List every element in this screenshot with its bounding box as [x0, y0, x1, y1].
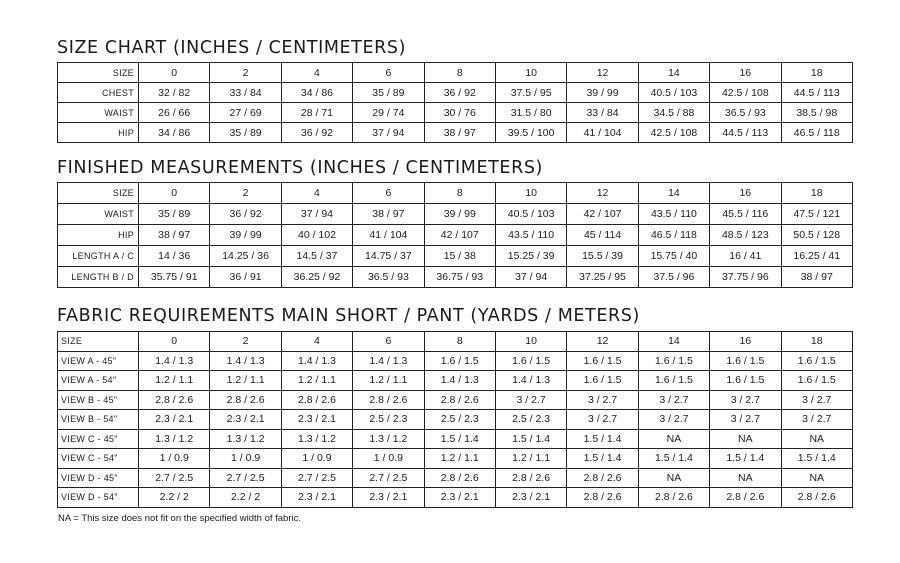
table-row	[58, 488, 853, 508]
table-cell: 40.5 / 103	[495, 204, 566, 225]
table-cell: 1.2 / 1.1	[281, 371, 352, 391]
table-row	[58, 410, 853, 430]
size-header-cell: 12	[567, 332, 638, 352]
size-header-cell: 8	[424, 183, 495, 204]
table-row	[58, 103, 853, 123]
table-cell: NA	[710, 468, 781, 488]
table-cell: 38 / 97	[139, 225, 210, 246]
size-header-cell: 6	[353, 332, 424, 352]
size-header-cell: 18	[781, 63, 852, 83]
table-cell: 2.7 / 2.5	[353, 468, 424, 488]
table-cell: 41 / 104	[353, 225, 424, 246]
size-header-cell: 0	[139, 63, 210, 83]
table-cell: 2.2 / 2	[210, 488, 281, 508]
size-header-cell: 16	[710, 332, 781, 352]
table-cell: 1.5 / 1.4	[495, 429, 566, 449]
size-header-row	[58, 63, 853, 83]
table-cell: 3 / 2.7	[638, 390, 709, 410]
table-cell: 2.8 / 2.6	[139, 390, 210, 410]
size-header-cell: 12	[567, 183, 638, 204]
table-cell: 29 / 74	[353, 103, 424, 123]
table-cell: 3 / 2.7	[710, 410, 781, 430]
size-header-cell: 4	[281, 183, 352, 204]
table-cell: 3 / 2.7	[495, 390, 566, 410]
size-chart-table	[57, 62, 853, 143]
table-cell: 1.2 / 1.1	[210, 371, 281, 391]
table-cell: 36.75 / 93	[424, 267, 495, 288]
table-cell: 2.3 / 2.1	[353, 488, 424, 508]
table-cell: 1.6 / 1.5	[781, 371, 852, 391]
table-cell: NA	[710, 429, 781, 449]
table-cell: 48.5 / 123	[710, 225, 781, 246]
size-header-cell: 18	[781, 183, 852, 204]
row-label: VIEW D - 45"	[58, 468, 139, 488]
table-cell: 1.6 / 1.5	[638, 371, 709, 391]
table-cell: 43.5 / 110	[638, 204, 709, 225]
table-row	[58, 83, 853, 103]
table-cell: 38 / 97	[781, 267, 852, 288]
table-row	[58, 225, 853, 246]
size-header-cell: 2	[210, 332, 281, 352]
table-cell: 2.3 / 2.1	[210, 410, 281, 430]
table-cell: 1.5 / 1.4	[638, 449, 709, 469]
table-cell: 2.8 / 2.6	[353, 390, 424, 410]
table-row	[58, 390, 853, 410]
table-cell: 42.5 / 108	[710, 83, 781, 103]
size-header-cell: 4	[281, 63, 352, 83]
table-cell: 1.5 / 1.4	[781, 449, 852, 469]
table-cell: 36 / 92	[424, 83, 495, 103]
row-label: VIEW B - 45"	[58, 390, 139, 410]
table-row	[58, 123, 853, 143]
table-cell: 15.25 / 39	[495, 246, 566, 267]
table-row	[58, 468, 853, 488]
table-cell: 36 / 91	[210, 267, 281, 288]
table-row	[58, 371, 853, 391]
row-label: SIZE	[58, 332, 139, 352]
size-header-cell: 8	[424, 63, 495, 83]
table-cell: 2.8 / 2.6	[781, 488, 852, 508]
table-cell: 35 / 89	[210, 123, 281, 143]
table-cell: 3 / 2.7	[638, 410, 709, 430]
row-label: SIZE	[58, 183, 139, 204]
table-cell: 1.2 / 1.1	[424, 449, 495, 469]
table-cell: NA	[638, 468, 709, 488]
row-label: CHEST	[58, 83, 139, 103]
table-cell: 36.25 / 92	[281, 267, 352, 288]
table-cell: 1.2 / 1.1	[139, 371, 210, 391]
row-label: LENGTH A / C	[58, 246, 139, 267]
table-cell: 1.3 / 1.2	[139, 429, 210, 449]
table-cell: 1.5 / 1.4	[424, 429, 495, 449]
table-cell: 2.3 / 2.1	[281, 410, 352, 430]
table-cell: 37.5 / 95	[495, 83, 566, 103]
table-cell: 2.5 / 2.3	[353, 410, 424, 430]
table-cell: 27 / 69	[210, 103, 281, 123]
footnote: NA = This size does not fit on the specified width of fabric.	[58, 513, 301, 524]
size-header-cell: 14	[638, 63, 709, 83]
table-cell: 34 / 86	[281, 83, 352, 103]
table-cell: 1.4 / 1.3	[495, 371, 566, 391]
table-cell: 3 / 2.7	[567, 390, 638, 410]
table-cell: 1.6 / 1.5	[495, 351, 566, 371]
finished-measurements-table	[57, 182, 853, 288]
table-cell: 15 / 38	[424, 246, 495, 267]
table-cell: 1 / 0.9	[139, 449, 210, 469]
size-header-cell: 10	[495, 183, 566, 204]
table-cell: 16 / 41	[710, 246, 781, 267]
table-cell: 42.5 / 108	[638, 123, 709, 143]
table-cell: 2.8 / 2.6	[567, 468, 638, 488]
table-cell: 1.4 / 1.3	[210, 351, 281, 371]
size-header-cell: 10	[495, 63, 566, 83]
table-cell: 35.75 / 91	[139, 267, 210, 288]
table-cell: 1.2 / 1.1	[495, 449, 566, 469]
table-cell: 2.8 / 2.6	[567, 488, 638, 508]
table-cell: 1.3 / 1.2	[353, 429, 424, 449]
table-cell: 1.4 / 1.3	[353, 351, 424, 371]
size-header-cell: 0	[139, 332, 210, 352]
table-cell: 26 / 66	[139, 103, 210, 123]
table-cell: 37.25 / 95	[567, 267, 638, 288]
row-label: HIP	[58, 225, 139, 246]
fabric-requirements-title: FABRIC REQUIREMENTS MAIN SHORT / PANT (YARDS / METERS)	[57, 306, 640, 326]
table-cell: 38.5 / 98	[781, 103, 852, 123]
table-cell: 1.2 / 1.1	[353, 371, 424, 391]
table-cell: 1.5 / 1.4	[710, 449, 781, 469]
table-cell: 47.5 / 121	[781, 204, 852, 225]
table-cell: 45 / 114	[567, 225, 638, 246]
table-row	[58, 204, 853, 225]
table-row	[58, 351, 853, 371]
table-row	[58, 267, 853, 288]
table-cell: 14.25 / 36	[210, 246, 281, 267]
table-cell: 2.3 / 2.1	[495, 488, 566, 508]
table-cell: 32 / 82	[139, 83, 210, 103]
table-cell: 42 / 107	[424, 225, 495, 246]
size-header-cell: 6	[353, 183, 424, 204]
row-label: VIEW C - 45"	[58, 429, 139, 449]
table-cell: 39 / 99	[210, 225, 281, 246]
row-label: VIEW C - 54"	[58, 449, 139, 469]
size-header-cell: 2	[210, 183, 281, 204]
table-cell: 44.5 / 113	[710, 123, 781, 143]
row-label: VIEW A - 54"	[58, 371, 139, 391]
table-cell: 3 / 2.7	[710, 390, 781, 410]
size-header-cell: 2	[210, 63, 281, 83]
table-cell: 1 / 0.9	[353, 449, 424, 469]
table-cell: 1.6 / 1.5	[781, 351, 852, 371]
table-cell: 1.4 / 1.3	[281, 351, 352, 371]
table-cell: 2.5 / 2.3	[495, 410, 566, 430]
size-header-row	[58, 183, 853, 204]
table-cell: 40 / 102	[281, 225, 352, 246]
row-label: VIEW D - 54"	[58, 488, 139, 508]
table-cell: 36 / 92	[210, 204, 281, 225]
table-cell: 2.3 / 2.1	[424, 488, 495, 508]
table-cell: 2.5 / 2.3	[424, 410, 495, 430]
table-cell: 1.3 / 1.2	[281, 429, 352, 449]
table-cell: 36 / 92	[281, 123, 352, 143]
table-cell: 2.8 / 2.6	[710, 488, 781, 508]
table-cell: 28 / 71	[281, 103, 352, 123]
table-cell: 16.25 / 41	[781, 246, 852, 267]
table-cell: 1.6 / 1.5	[567, 371, 638, 391]
table-cell: NA	[781, 468, 852, 488]
table-cell: 38 / 97	[353, 204, 424, 225]
table-row	[58, 449, 853, 469]
size-chart-title: SIZE CHART (INCHES / CENTIMETERS)	[57, 38, 407, 58]
table-cell: 2.7 / 2.5	[139, 468, 210, 488]
table-cell: 36.5 / 93	[710, 103, 781, 123]
table-cell: 1.4 / 1.3	[139, 351, 210, 371]
table-cell: 42 / 107	[567, 204, 638, 225]
table-cell: 2.3 / 2.1	[281, 488, 352, 508]
size-header-cell: 14	[638, 183, 709, 204]
table-cell: 2.8 / 2.6	[495, 468, 566, 488]
fabric-requirements-table	[57, 331, 853, 508]
table-cell: 14 / 36	[139, 246, 210, 267]
size-header-cell: 0	[139, 183, 210, 204]
table-cell: 35 / 89	[353, 83, 424, 103]
table-cell: 2.8 / 2.6	[424, 390, 495, 410]
row-label: VIEW A - 45"	[58, 351, 139, 371]
table-cell: NA	[638, 429, 709, 449]
table-cell: 1.6 / 1.5	[710, 351, 781, 371]
size-header-cell: 12	[567, 63, 638, 83]
row-label: SIZE	[58, 63, 139, 83]
table-cell: 41 / 104	[567, 123, 638, 143]
table-cell: 14.5 / 37	[281, 246, 352, 267]
size-header-cell: 16	[710, 183, 781, 204]
row-label: VIEW B - 54"	[58, 410, 139, 430]
table-cell: 46.5 / 118	[781, 123, 852, 143]
table-cell: 1.3 / 1.2	[210, 429, 281, 449]
row-label: WAIST	[58, 204, 139, 225]
table-cell: 3 / 2.7	[781, 410, 852, 430]
table-cell: 1.5 / 1.4	[567, 449, 638, 469]
table-cell: 39 / 99	[567, 83, 638, 103]
table-cell: 2.2 / 2	[139, 488, 210, 508]
row-label: LENGTH B / D	[58, 267, 139, 288]
table-cell: 3 / 2.7	[781, 390, 852, 410]
table-cell: 37 / 94	[495, 267, 566, 288]
table-cell: 45.5 / 116	[710, 204, 781, 225]
table-cell: 2.7 / 2.5	[210, 468, 281, 488]
table-cell: 39.5 / 100	[495, 123, 566, 143]
table-cell: 37.75 / 96	[710, 267, 781, 288]
table-cell: 14.75 / 37	[353, 246, 424, 267]
table-cell: 44.5 / 113	[781, 83, 852, 103]
table-cell: 34 / 86	[139, 123, 210, 143]
table-cell: 1.6 / 1.5	[710, 371, 781, 391]
size-header-cell: 16	[710, 63, 781, 83]
table-cell: 38 / 97	[424, 123, 495, 143]
table-cell: 1 / 0.9	[281, 449, 352, 469]
table-cell: 37 / 94	[281, 204, 352, 225]
size-header-row	[58, 332, 853, 352]
table-cell: 30 / 76	[424, 103, 495, 123]
table-cell: 37 / 94	[353, 123, 424, 143]
table-cell: 1.4 / 1.3	[424, 371, 495, 391]
size-header-cell: 18	[781, 332, 852, 352]
finished-measurements-title: FINISHED MEASUREMENTS (INCHES / CENTIMETERS)	[57, 158, 543, 178]
table-row	[58, 429, 853, 449]
table-cell: 2.3 / 2.1	[139, 410, 210, 430]
table-cell: 50.5 / 128	[781, 225, 852, 246]
table-cell: 35 / 89	[139, 204, 210, 225]
row-label: WAIST	[58, 103, 139, 123]
table-cell: 1.6 / 1.5	[638, 351, 709, 371]
table-cell: 46.5 / 118	[638, 225, 709, 246]
table-cell: 2.8 / 2.6	[210, 390, 281, 410]
table-cell: 39 / 99	[424, 204, 495, 225]
size-header-cell: 4	[281, 332, 352, 352]
table-cell: 2.8 / 2.6	[424, 468, 495, 488]
table-cell: 3 / 2.7	[567, 410, 638, 430]
size-header-cell: 10	[495, 332, 566, 352]
table-cell: 2.7 / 2.5	[281, 468, 352, 488]
table-cell: NA	[781, 429, 852, 449]
table-cell: 34.5 / 88	[638, 103, 709, 123]
table-row	[58, 246, 853, 267]
size-header-cell: 6	[353, 63, 424, 83]
table-cell: 31.5 / 80	[495, 103, 566, 123]
table-cell: 33 / 84	[210, 83, 281, 103]
table-cell: 2.8 / 2.6	[281, 390, 352, 410]
table-cell: 40.5 / 103	[638, 83, 709, 103]
table-cell: 1.6 / 1.5	[424, 351, 495, 371]
table-cell: 37.5 / 96	[638, 267, 709, 288]
table-cell: 43.5 / 110	[495, 225, 566, 246]
table-cell: 15.75 / 40	[638, 246, 709, 267]
size-header-cell: 14	[638, 332, 709, 352]
table-cell: 36.5 / 93	[353, 267, 424, 288]
row-label: HIP	[58, 123, 139, 143]
table-cell: 33 / 84	[567, 103, 638, 123]
table-cell: 1.6 / 1.5	[567, 351, 638, 371]
table-cell: 1.5 / 1.4	[567, 429, 638, 449]
table-cell: 2.8 / 2.6	[638, 488, 709, 508]
size-header-cell: 8	[424, 332, 495, 352]
table-cell: 15.5 / 39	[567, 246, 638, 267]
table-cell: 1 / 0.9	[210, 449, 281, 469]
